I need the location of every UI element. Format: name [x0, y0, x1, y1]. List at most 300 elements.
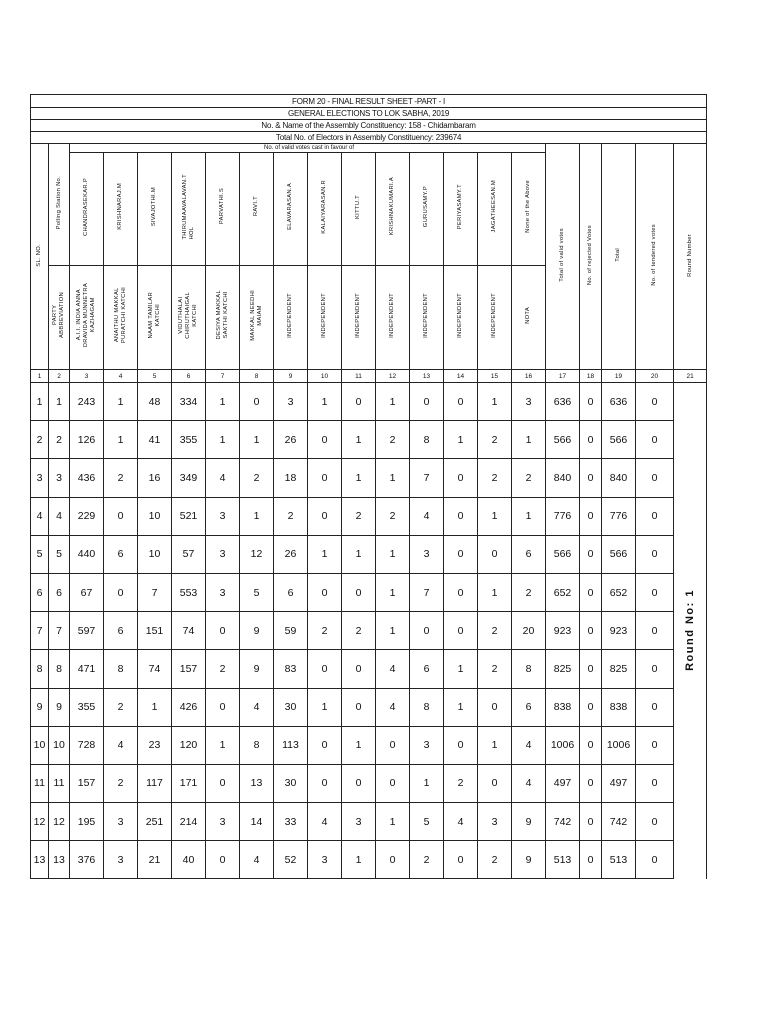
table-row	[31, 650, 707, 688]
table-cell: 0	[206, 612, 240, 650]
table-cell: 6	[512, 688, 546, 726]
table-cell: 2	[240, 459, 274, 497]
table-cell: 0	[206, 688, 240, 726]
table-cell: 0	[342, 650, 376, 688]
tendered-header: No. of tendered votes	[636, 144, 674, 370]
table-cell: 1	[478, 573, 512, 611]
table-cell: 9	[512, 803, 546, 841]
table-cell: 214	[172, 803, 206, 841]
table-cell: 1	[444, 421, 478, 459]
table-cell: 5	[49, 535, 70, 573]
table-cell: 0	[206, 764, 240, 802]
table-cell: 11	[31, 764, 49, 802]
table-cell: 0	[580, 459, 602, 497]
table-cell: 8	[104, 650, 138, 688]
candidate-name-header: SIVAJOTHI.M	[138, 153, 172, 266]
column-index: 5	[138, 370, 172, 383]
table-cell: 0	[478, 688, 512, 726]
table-cell: 8	[240, 726, 274, 764]
table-cell: 3	[206, 535, 240, 573]
table-cell: 0	[636, 535, 674, 573]
table-cell: 636	[602, 383, 636, 421]
table-cell: 21	[138, 841, 172, 879]
candidate-name-header: KRISHNARAJ.M	[104, 153, 138, 266]
round-number-header: Round Number	[674, 144, 707, 370]
table-cell: 1	[376, 459, 410, 497]
table-cell: 18	[274, 459, 308, 497]
table-cell: 0	[580, 421, 602, 459]
table-cell: 4	[376, 650, 410, 688]
column-index: 1	[31, 370, 49, 383]
electors-title: Total No. of Electors in Assembly Constituency: 239674	[31, 132, 707, 144]
table-cell: 4	[308, 803, 342, 841]
candidate-party-header: A.I.I. INDIA ANNA DRAVIDA MUNNETRA KAZHAGAM	[70, 266, 104, 370]
table-cell: 521	[172, 497, 206, 535]
table-cell: 7	[31, 612, 49, 650]
table-cell: 48	[138, 383, 172, 421]
table-cell: 0	[376, 841, 410, 879]
table-cell: 742	[546, 803, 580, 841]
table-cell: 6	[49, 573, 70, 611]
table-row	[31, 841, 707, 879]
table-cell: 0	[580, 726, 602, 764]
column-index: 8	[240, 370, 274, 383]
table-cell: 23	[138, 726, 172, 764]
table-cell: 1	[206, 383, 240, 421]
table-cell: 0	[580, 612, 602, 650]
table-cell: 7	[410, 459, 444, 497]
table-cell: 4	[512, 726, 546, 764]
candidate-party-header: ANAITHU MAKKAL PURATCHI KATCHI	[104, 266, 138, 370]
table-cell: 0	[636, 383, 674, 421]
table-cell: 3	[31, 459, 49, 497]
column-index: 6	[172, 370, 206, 383]
table-cell: 1	[410, 764, 444, 802]
table-cell: 2	[478, 650, 512, 688]
table-cell: 0	[342, 573, 376, 611]
table-cell: 2	[274, 497, 308, 535]
table-cell: 1	[104, 383, 138, 421]
table-cell: 7	[410, 573, 444, 611]
table-cell: 7	[49, 612, 70, 650]
table-cell: 113	[274, 726, 308, 764]
table-row	[31, 688, 707, 726]
column-index: 12	[376, 370, 410, 383]
table-cell: 2	[49, 421, 70, 459]
table-cell: 10	[138, 497, 172, 535]
result-sheet	[30, 94, 706, 879]
table-cell: 229	[70, 497, 104, 535]
column-index: 11	[342, 370, 376, 383]
table-cell: 0	[580, 497, 602, 535]
table-cell: 0	[308, 497, 342, 535]
candidate-party-header: INDEPENDENT	[308, 266, 342, 370]
table-cell: 251	[138, 803, 172, 841]
table-cell: 117	[138, 764, 172, 802]
table-row	[31, 803, 707, 841]
column-index: 21	[674, 370, 707, 383]
table-cell: 2	[512, 573, 546, 611]
table-cell: 0	[636, 650, 674, 688]
table-cell: 1	[376, 803, 410, 841]
table-cell: 2	[342, 497, 376, 535]
table-cell: 33	[274, 803, 308, 841]
table-cell: 0	[580, 573, 602, 611]
table-cell: 1	[49, 383, 70, 421]
table-cell: 57	[172, 535, 206, 573]
column-index: 9	[274, 370, 308, 383]
table-cell: 0	[206, 841, 240, 879]
table-cell: 2	[376, 421, 410, 459]
table-cell: 0	[444, 383, 478, 421]
table-cell: 0	[636, 803, 674, 841]
table-cell: 0	[636, 764, 674, 802]
table-cell: 26	[274, 421, 308, 459]
table-cell: 1	[206, 726, 240, 764]
table-cell: 195	[70, 803, 104, 841]
column-index: 13	[410, 370, 444, 383]
column-index: 14	[444, 370, 478, 383]
table-cell: 9	[31, 688, 49, 726]
candidate-party-header: INDEPENDENT	[478, 266, 512, 370]
table-cell: 3	[104, 803, 138, 841]
total-header: Total	[602, 144, 636, 370]
table-cell: 0	[240, 383, 274, 421]
table-cell: 0	[580, 650, 602, 688]
column-index: 3	[70, 370, 104, 383]
table-cell: 2	[342, 612, 376, 650]
table-cell: 9	[240, 650, 274, 688]
table-cell: 2	[308, 612, 342, 650]
table-cell: 9	[49, 688, 70, 726]
table-cell: 59	[274, 612, 308, 650]
table-cell: 8	[49, 650, 70, 688]
table-cell: 923	[602, 612, 636, 650]
table-cell: 652	[602, 573, 636, 611]
table-cell: 4	[410, 497, 444, 535]
table-cell: 597	[70, 612, 104, 650]
table-cell: 157	[70, 764, 104, 802]
table-cell: 0	[580, 841, 602, 879]
table-cell: 1	[240, 497, 274, 535]
table-cell: 742	[602, 803, 636, 841]
table-row	[31, 421, 707, 459]
table-cell: 355	[172, 421, 206, 459]
table-cell: 776	[602, 497, 636, 535]
table-cell: 6	[410, 650, 444, 688]
table-cell: 2	[478, 612, 512, 650]
table-cell: 1	[444, 688, 478, 726]
table-cell: 3	[308, 841, 342, 879]
table-cell: 0	[308, 650, 342, 688]
table-cell: 30	[274, 764, 308, 802]
candidate-name-header: THIRUMAAVALAVAN.T HOL	[172, 153, 206, 266]
table-cell: 0	[636, 688, 674, 726]
table-cell: 3	[206, 803, 240, 841]
table-cell: 0	[308, 459, 342, 497]
column-index: 18	[580, 370, 602, 383]
table-cell: 0	[376, 764, 410, 802]
table-cell: 11	[49, 764, 70, 802]
table-cell: 4	[376, 688, 410, 726]
table-cell: 3	[410, 535, 444, 573]
table-cell: 513	[546, 841, 580, 879]
column-index: 15	[478, 370, 512, 383]
table-cell: 1	[376, 535, 410, 573]
table-cell: 8	[31, 650, 49, 688]
table-row	[31, 612, 707, 650]
candidate-name-header: JAGATHEESAN.M	[478, 153, 512, 266]
table-cell: 0	[580, 688, 602, 726]
table-row	[31, 726, 707, 764]
table-cell: 497	[602, 764, 636, 802]
table-cell: 1	[206, 421, 240, 459]
candidate-party-header: VIDUTHALAI CHIRUTHAIGAL KATCHI	[172, 266, 206, 370]
table-cell: 67	[70, 573, 104, 611]
candidate-party-header: INDEPENDENT	[376, 266, 410, 370]
table-cell: 0	[410, 612, 444, 650]
table-cell: 436	[70, 459, 104, 497]
table-cell: 728	[70, 726, 104, 764]
valid-votes-caption: No. of valid votes cast in favour of	[70, 144, 546, 153]
table-cell: 0	[636, 726, 674, 764]
table-cell: 566	[546, 535, 580, 573]
round-label-cell	[674, 383, 707, 879]
table-cell: 0	[308, 764, 342, 802]
table-cell: 513	[602, 841, 636, 879]
table-cell: 4	[31, 497, 49, 535]
table-cell: 3	[410, 726, 444, 764]
table-cell: 1	[444, 650, 478, 688]
table-cell: 10	[138, 535, 172, 573]
table-cell: 0	[636, 841, 674, 879]
table-cell: 151	[138, 612, 172, 650]
table-row	[31, 535, 707, 573]
polling-station-header: Polling Station No.	[49, 144, 70, 266]
table-cell: 566	[546, 421, 580, 459]
table-cell: 1	[342, 459, 376, 497]
table-cell: 3	[206, 497, 240, 535]
table-cell: 1	[240, 421, 274, 459]
table-cell: 171	[172, 764, 206, 802]
candidate-party-header: DESIYA MAKKAL SAKTHI KATCHI	[206, 266, 240, 370]
table-cell: 8	[410, 688, 444, 726]
table-cell: 52	[274, 841, 308, 879]
table-cell: 825	[546, 650, 580, 688]
candidate-party-header: MAKKAL NEEDHI MAIAM	[240, 266, 274, 370]
table-cell: 3	[478, 803, 512, 841]
column-index: 19	[602, 370, 636, 383]
candidate-name-header: ELAVARASAN.A	[274, 153, 308, 266]
table-cell: 652	[546, 573, 580, 611]
table-cell: 4	[240, 688, 274, 726]
table-cell: 157	[172, 650, 206, 688]
table-cell: 1	[478, 726, 512, 764]
table-cell: 3	[342, 803, 376, 841]
table-cell: 2	[104, 764, 138, 802]
table-cell: 426	[172, 688, 206, 726]
column-index: 2	[49, 370, 70, 383]
table-cell: 0	[104, 497, 138, 535]
table-cell: 2	[410, 841, 444, 879]
total-valid-header: Total of valid votes	[546, 144, 580, 370]
table-cell: 2	[104, 459, 138, 497]
candidate-name-header: KALAIYARASAN.R	[308, 153, 342, 266]
form20-table	[30, 94, 707, 879]
table-cell: 1	[308, 383, 342, 421]
table-cell: 1	[478, 383, 512, 421]
table-cell: 0	[444, 726, 478, 764]
table-cell: 0	[444, 612, 478, 650]
table-cell: 1	[342, 841, 376, 879]
table-cell: 0	[580, 764, 602, 802]
table-cell: 0	[104, 573, 138, 611]
table-cell: 7	[138, 573, 172, 611]
table-cell: 0	[376, 726, 410, 764]
table-cell: 0	[636, 421, 674, 459]
table-cell: 13	[240, 764, 274, 802]
table-cell: 3	[104, 841, 138, 879]
table-cell: 334	[172, 383, 206, 421]
table-cell: 1	[376, 612, 410, 650]
rejected-header: No. of rejected Votes	[580, 144, 602, 370]
table-row	[31, 383, 707, 421]
table-cell: 2	[206, 650, 240, 688]
candidate-party-header: NOTA	[512, 266, 546, 370]
candidate-name-header: PARVATHI.S	[206, 153, 240, 266]
table-cell: 1	[31, 383, 49, 421]
table-cell: 355	[70, 688, 104, 726]
table-cell: 0	[444, 841, 478, 879]
table-cell: 6	[104, 612, 138, 650]
table-cell: 376	[70, 841, 104, 879]
table-cell: 5	[240, 573, 274, 611]
table-cell: 838	[602, 688, 636, 726]
table-cell: 16	[138, 459, 172, 497]
candidate-name-header: CHANDRASEKAR.P	[70, 153, 104, 266]
table-cell: 497	[546, 764, 580, 802]
table-cell: 2	[478, 421, 512, 459]
candidate-name-header: KRISHNAKUMARI.A	[376, 153, 410, 266]
table-cell: 243	[70, 383, 104, 421]
table-cell: 13	[49, 841, 70, 879]
table-cell: 553	[172, 573, 206, 611]
table-cell: 1	[104, 421, 138, 459]
table-row	[31, 764, 707, 802]
table-cell: 840	[546, 459, 580, 497]
table-cell: 9	[240, 612, 274, 650]
table-cell: 2	[31, 421, 49, 459]
table-cell: 120	[172, 726, 206, 764]
table-cell: 0	[478, 764, 512, 802]
table-cell: 30	[274, 688, 308, 726]
table-cell: 1	[512, 497, 546, 535]
table-cell: 4	[104, 726, 138, 764]
table-cell: 1	[308, 688, 342, 726]
table-cell: 1	[512, 421, 546, 459]
candidate-name-header: KITTU.T	[342, 153, 376, 266]
table-cell: 471	[70, 650, 104, 688]
table-cell: 1006	[602, 726, 636, 764]
table-cell: 0	[580, 803, 602, 841]
table-cell: 0	[342, 764, 376, 802]
table-cell: 1	[308, 535, 342, 573]
table-cell: 0	[308, 421, 342, 459]
table-cell: 440	[70, 535, 104, 573]
candidate-party-header: INDEPENDENT	[342, 266, 376, 370]
table-cell: 2	[376, 497, 410, 535]
table-cell: 10	[49, 726, 70, 764]
table-cell: 838	[546, 688, 580, 726]
column-index: 20	[636, 370, 674, 383]
candidate-name-header: PERIYASAMY.T	[444, 153, 478, 266]
table-cell: 12	[49, 803, 70, 841]
table-cell: 3	[49, 459, 70, 497]
table-cell: 1	[138, 688, 172, 726]
sl-no-header: SL. NO.	[31, 144, 49, 370]
table-cell: 0	[580, 535, 602, 573]
table-cell: 5	[31, 535, 49, 573]
table-cell: 0	[444, 573, 478, 611]
candidate-party-header: NAAM TAMILAR KATCHI	[138, 266, 172, 370]
table-cell: 349	[172, 459, 206, 497]
table-cell: 923	[546, 612, 580, 650]
table-cell: 0	[478, 535, 512, 573]
table-cell: 6	[104, 535, 138, 573]
table-cell: 9	[512, 841, 546, 879]
table-cell: 1	[478, 497, 512, 535]
table-cell: 3	[274, 383, 308, 421]
column-index: 16	[512, 370, 546, 383]
table-cell: 0	[410, 383, 444, 421]
candidate-party-header: INDEPENDENT	[274, 266, 308, 370]
table-cell: 6	[31, 573, 49, 611]
form-title: FORM 20 - FINAL RESULT SHEET -PART - I	[31, 95, 707, 108]
table-cell: 40	[172, 841, 206, 879]
table-cell: 20	[512, 612, 546, 650]
column-index: 10	[308, 370, 342, 383]
table-cell: 126	[70, 421, 104, 459]
table-cell: 566	[602, 421, 636, 459]
table-row	[31, 497, 707, 535]
table-cell: 4	[512, 764, 546, 802]
table-cell: 4	[240, 841, 274, 879]
table-cell: 12	[31, 803, 49, 841]
party-abbreviation-header: PARTY ABBREVIATION	[49, 266, 70, 370]
table-cell: 4	[49, 497, 70, 535]
table-cell: 0	[444, 459, 478, 497]
table-cell: 6	[274, 573, 308, 611]
table-cell: 83	[274, 650, 308, 688]
column-index: 7	[206, 370, 240, 383]
table-cell: 3	[512, 383, 546, 421]
table-cell: 1006	[546, 726, 580, 764]
candidate-party-header: INDEPENDENT	[410, 266, 444, 370]
table-cell: 2	[512, 459, 546, 497]
table-cell: 2	[478, 841, 512, 879]
table-cell: 825	[602, 650, 636, 688]
candidate-name-header: RAVI.T	[240, 153, 274, 266]
table-cell: 13	[31, 841, 49, 879]
table-cell: 2	[444, 764, 478, 802]
table-cell: 2	[478, 459, 512, 497]
table-cell: 0	[342, 383, 376, 421]
table-cell: 0	[342, 688, 376, 726]
table-cell: 14	[240, 803, 274, 841]
table-cell: 74	[138, 650, 172, 688]
table-row	[31, 459, 707, 497]
constituency-title: No. & Name of the Assembly Constituency: 158 - Chidambaram	[31, 120, 707, 132]
